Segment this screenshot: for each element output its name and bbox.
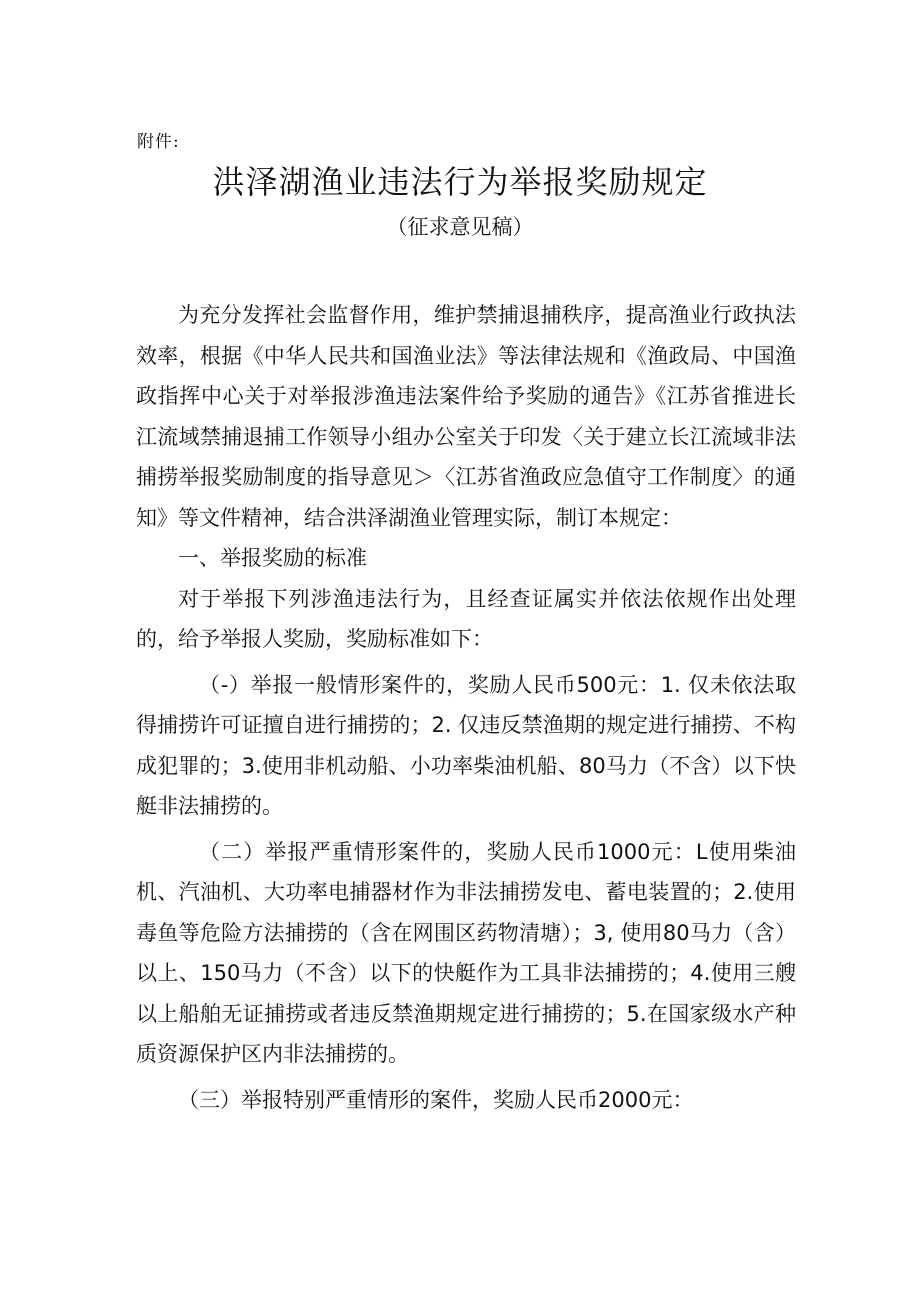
- section-heading: 一、举报奖励的标准: [178, 546, 367, 570]
- reward-item-especially-serious: （三）举报特别严重情形的案件，奖励人民币2000元：: [178, 1087, 694, 1112]
- document-title: 洪泽湖渔业违法行为举报奖励规定: [212, 163, 708, 201]
- attachment-label: 附件:: [137, 132, 180, 152]
- reward-item-general: （-）举报一般情形案件的，奖励人民币500元：1. 仅未依法取得捕捞许可证擅自进行捕捞的；2. 仅违反禁渔期的规定进行捕捞、不构成犯罪的；3.使用非机动船、小功率柴油机船、80马力（不含）以下快艇非法捕捞的。: [136, 672, 796, 818]
- intro-paragraph: 为充分发挥社会监督作用，维护禁捕退捕秩序，提高渔业行政执法效率，根据《中华人民共和国渔业法》等法律法规和《渔政局、中国渔政指挥中心关于对举报涉渔违法案件给予奖励的通告》《江苏省推进长江流域禁捕退捕工作领导小组办公室关于印发〈关于建立长江流域非法捕捞举报奖励制度的指导意见＞〈江苏省渔政应急值守工作制度〉的通知》等文件精神，结合洪泽湖渔业管理实际，制订本规定：: [136, 303, 796, 530]
- document-body: [136, 295, 796, 1120]
- reward-item-serious: （二）举报严重情形案件的，奖励人民币1000元：L使用柴油机、汽油机、大功率电捕器材作为非法捕捞发电、蓄电装置的；2.使用毒鱼等危险方法捕捞的（含在网围区药物清塘）；3, 使用80马力（含）以上、150马力（不含）以下的快艇作为工具非法捕捞的；4.使用三艘以上船舶无证捕捞或者违反禁渔期规定进行捕捞的；5.在国家级水产种质资源保护区内非法捕捞的。: [136, 839, 796, 1066]
- section-intro-paragraph: 对于举报下列涉渔违法行为，且经查证属实并依法依规作出处理的，给予举报人奖励，奖励标准如下：: [136, 586, 796, 651]
- document-subtitle: （征求意见稿）: [386, 215, 534, 239]
